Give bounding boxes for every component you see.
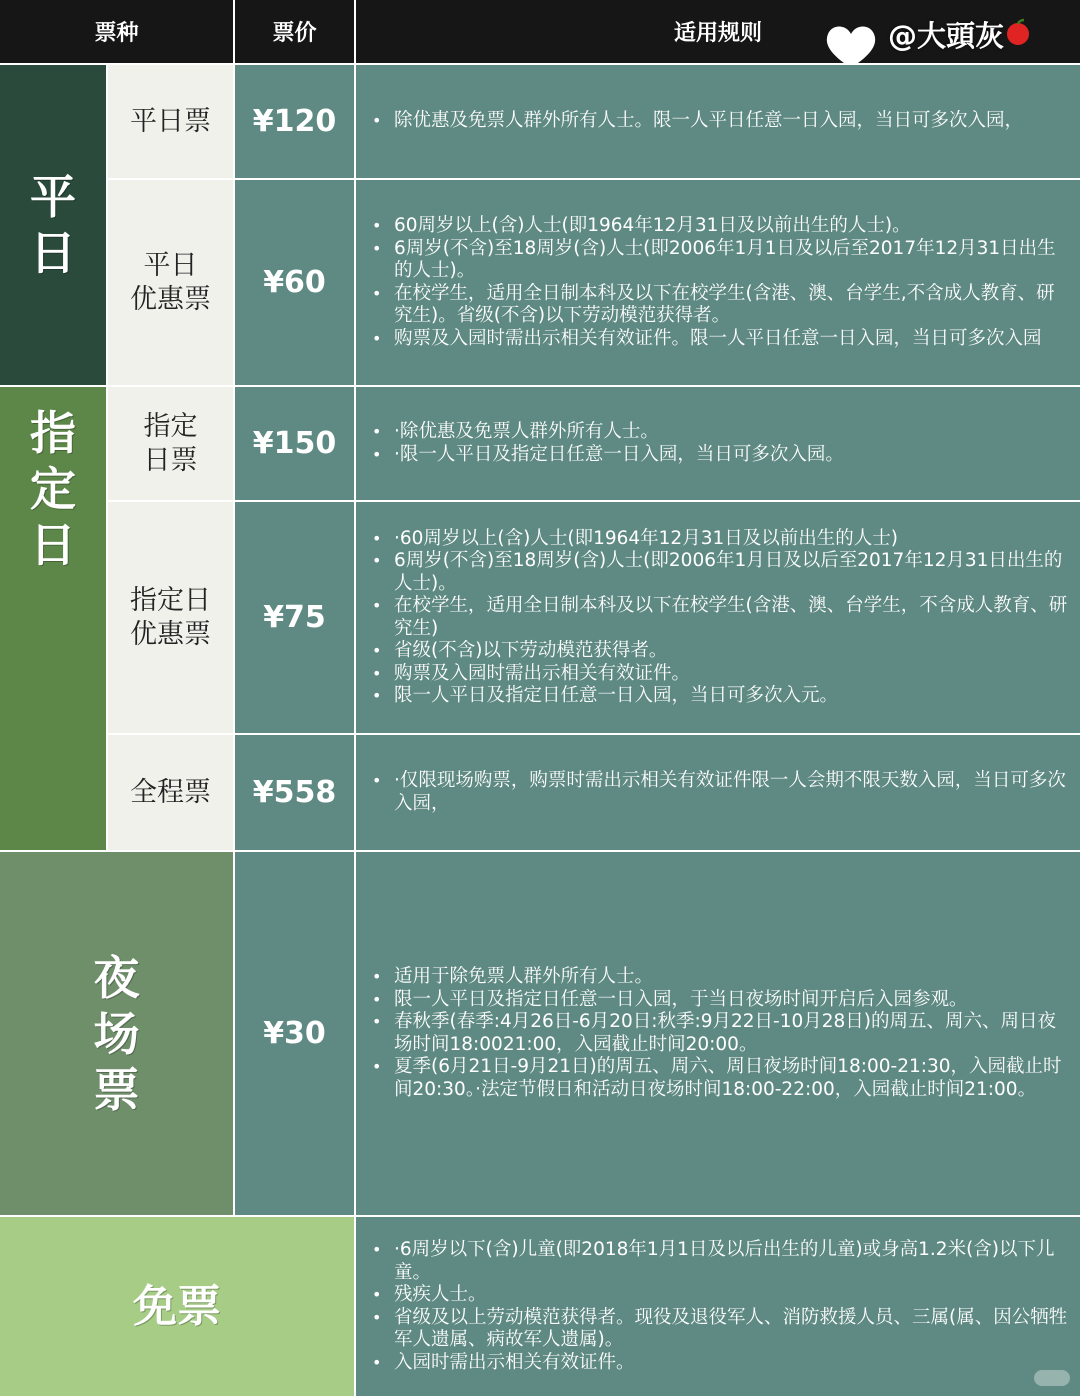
group-designated-char: 指 xyxy=(30,406,76,460)
ticket-price-weekday: ¥120 xyxy=(235,65,354,178)
rule-item: • 春秋季(春季:4月26日-6月20日:秋季:9月22日-10月28日)的周五、周六、周日夜场时间18:0021:00，入园截止时间20:00。 xyxy=(370,1011,1068,1056)
ticket-rules-weekday-discount xyxy=(356,180,1080,385)
rule-item: • 在校学生，适用全日制本科及以下在校学生(含港、澳、台学生,不含成人教育、研究生)。省级(不含)以下劳动模范获得者。 xyxy=(370,283,1068,328)
ticket-rules-full-pass xyxy=(356,735,1080,850)
ticket-name-designated xyxy=(108,387,233,500)
rule-item: • ·仅限现场购票，购票时需出示相关有效证件限一人会期不限天数入园，当日可多次入园， xyxy=(370,770,1068,815)
ticket-name-line: 平日票 xyxy=(130,105,211,137)
group-weekday-char: 日 xyxy=(30,226,76,280)
rule-item: • 省级及以上劳动模范获得者。现役及退役军人、消防救援人员、三属(属、因公牺牲军人遗属、病故军人遗属)。 xyxy=(370,1307,1068,1352)
rule-item: • 适用于除免票人群外所有人士。 xyxy=(370,966,1068,989)
ticket-rules-night xyxy=(356,852,1080,1215)
group-night-char: 场 xyxy=(93,1006,140,1061)
rule-item: • 省级(不含)以下劳动模范获得者。 xyxy=(370,640,1068,663)
header-rules: 适用规则 xyxy=(356,0,1080,63)
ticket-price-full-pass: ¥558 xyxy=(235,735,354,850)
ticket-name-line: 优惠票 xyxy=(130,618,211,650)
group-night-char: 夜 xyxy=(93,950,140,1005)
apple-icon xyxy=(1004,18,1032,46)
rule-item: • ·6周岁以下(含)儿童(即2018年1月1日及以后出生的儿童)或身高1.2米(含)以下儿童。 xyxy=(370,1239,1068,1284)
ticket-price-designated-discount: ¥75 xyxy=(235,502,354,733)
ticket-rules-designated xyxy=(356,387,1080,500)
rule-item: • 购票及入园时需出示相关有效证件。 xyxy=(370,663,1068,686)
rule-item: • 残疾人士。 xyxy=(370,1284,1068,1307)
ticket-name-line: 指定日 xyxy=(130,584,211,616)
ticket-name-line: 日票 xyxy=(143,444,198,476)
ticket-name-weekday-discount xyxy=(108,180,233,385)
group-night-char: 票 xyxy=(93,1062,140,1117)
corner-badge xyxy=(1034,1370,1070,1386)
ticket-rules-free xyxy=(356,1217,1080,1396)
group-free-label xyxy=(0,1217,354,1396)
ticket-rules-designated-discount xyxy=(356,502,1080,733)
ticket-name-line: 优惠票 xyxy=(130,283,211,315)
ticket-name-designated-discount xyxy=(108,502,233,733)
rule-item: • ·限一人平日及指定日任意一日入园，当日可多次入园。 xyxy=(370,444,1068,467)
rule-item: • 6周岁(不含)至18周岁(含)人士(即2006年1月日及以后至2017年12月31日出生的人士)。 xyxy=(370,550,1068,595)
rule-item: • 60周岁以上(含)人士(即1964年12月31日及以前出生的人士)。 xyxy=(370,215,1068,238)
rule-item: • 在校学生，适用全日制本科及以下在校学生(含港、澳、台学生，不含成人教育、研究生) xyxy=(370,595,1068,640)
rule-item: • 入园时需出示相关有效证件。 xyxy=(370,1352,1068,1375)
ticket-price-designated: ¥150 xyxy=(235,387,354,500)
header-price: 票价 xyxy=(235,0,354,63)
ticket-name-weekday xyxy=(108,65,233,178)
group-weekday-label xyxy=(0,65,106,385)
rule-item: • ·60周岁以上(含)人士(即1964年12月31日及以前出生的人士) xyxy=(370,528,1068,551)
group-weekday-char: 平 xyxy=(30,170,76,224)
ticket-name-line: 指定 xyxy=(143,410,198,442)
ticket-rules-weekday xyxy=(356,65,1080,178)
group-designated-char: 定 xyxy=(30,462,76,516)
rule-item: • 购票及入园时需出示相关有效证件。限一人平日任意一日入园，当日可多次入园 xyxy=(370,328,1068,351)
group-designated-char: 日 xyxy=(30,518,76,572)
watermark-handle: @大頭灰 xyxy=(888,19,1005,53)
rule-item: • 限一人平日及指定日任意一日入园，于当日夜场时间开启后入园参观。 xyxy=(370,989,1068,1012)
ticket-name-line: 平日 xyxy=(143,249,198,281)
group-designated-label xyxy=(0,387,106,850)
group-free-text: 免票 xyxy=(133,1280,221,1332)
group-night-label xyxy=(0,852,233,1215)
header-ticket-type: 票种 xyxy=(0,0,233,63)
rule-item: • ·除优惠及免票人群外所有人士。 xyxy=(370,421,1068,444)
ticket-name-full-pass xyxy=(108,735,233,850)
rule-item: • 6周岁(不含)至18周岁(含)人士(即2006年1月1日及以后至2017年12月31日出生的人士)。 xyxy=(370,238,1068,283)
ticket-price-night: ¥30 xyxy=(235,852,354,1215)
rule-item: • 限一人平日及指定日任意一日入园，当日可多次入元。 xyxy=(370,685,1068,708)
ticket-name-line: 全程票 xyxy=(130,776,211,808)
rule-item: • 除优惠及免票人群外所有人士。限一人平日任意一日入园，当日可多次入园， xyxy=(370,110,1068,133)
rule-item: • 夏季(6月21日-9月21日)的周五、周六、周日夜场时间18:00-21:30，入园截止时间20:30。·法定节假日和活动日夜场时间18:00-22:00，入园截止时间21:00。 xyxy=(370,1056,1068,1101)
ticket-price-weekday-discount: ¥60 xyxy=(235,180,354,385)
